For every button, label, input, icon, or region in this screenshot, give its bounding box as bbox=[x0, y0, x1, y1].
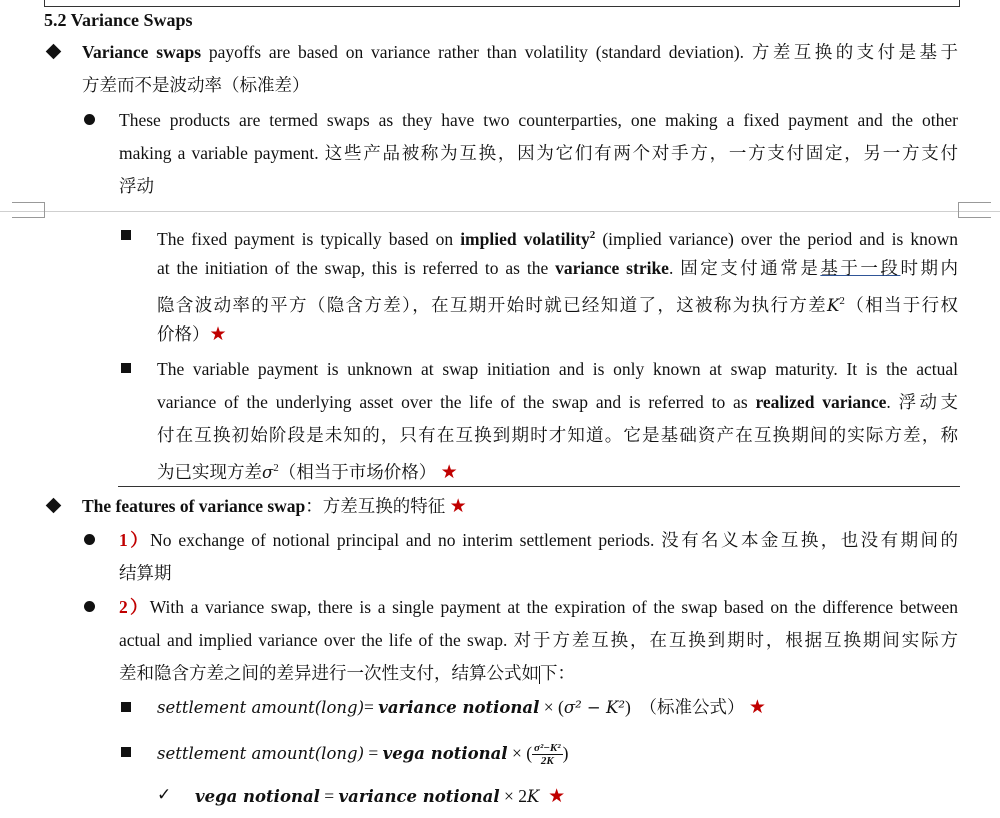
section-title: 5.2 Variance Swaps bbox=[44, 10, 193, 30]
text: (implied variance) over the period and is known bbox=[595, 228, 958, 249]
fraction-numerator: σ²−K² bbox=[534, 742, 561, 755]
para-features-heading bbox=[82, 494, 467, 519]
para-variance-swaps-l2: 方差而不是波动率（标准差） bbox=[82, 75, 310, 95]
text: （相当于行权 bbox=[844, 294, 959, 315]
term-implied-volatility: implied volatility bbox=[460, 228, 590, 249]
para-fixed-payment-l2 bbox=[157, 256, 958, 280]
text: 隐含波动率的平方（隐含方差），在互期开始时就已经知道了，这被称为执行方差 bbox=[157, 294, 828, 315]
para-feature-2-l3 bbox=[119, 661, 575, 685]
term-realized-variance: realized variance bbox=[755, 392, 887, 412]
star-icon: ★ bbox=[440, 461, 458, 483]
para-variance-swaps-l1 bbox=[82, 40, 958, 64]
star-icon: ★ bbox=[449, 496, 467, 517]
math-lhs: settlement amount(long) bbox=[157, 744, 365, 763]
para-feature-1-l2: 结算期 bbox=[119, 563, 172, 583]
bold-lead: The features of variance swap bbox=[82, 496, 306, 516]
separator-line bbox=[118, 486, 960, 487]
square-bullet-icon bbox=[121, 230, 131, 240]
fraction-denominator: 2K bbox=[540, 755, 554, 768]
formula-note: （标准公式） bbox=[639, 697, 745, 717]
para-variable-payment-l3: 付在互换初始阶段是未知的，只有在互换到期时才知道。它是基础资产在互换期间的实际方差，称 bbox=[157, 425, 958, 445]
math-times: × 2 bbox=[499, 786, 527, 806]
exponent: 2 bbox=[273, 462, 279, 474]
star-icon: ★ bbox=[748, 697, 766, 718]
dot-bullet-icon bbox=[84, 114, 95, 125]
underlined-text: 基于一段 bbox=[820, 258, 901, 278]
math-lhs: settlement amount(long) bbox=[157, 698, 365, 717]
bold-lead: Variance swaps bbox=[82, 42, 202, 62]
text: The fixed payment is typically based on bbox=[157, 228, 461, 249]
math-variance-notional: variance notional bbox=[338, 787, 500, 806]
math-vega-notional: vega notional bbox=[382, 744, 508, 763]
formula-standard bbox=[157, 695, 766, 720]
square-bullet-icon bbox=[121, 363, 131, 373]
footnote-ref: 2 bbox=[589, 229, 596, 241]
math-close: ) bbox=[562, 743, 569, 763]
formula-vega bbox=[157, 738, 568, 769]
text: at the initiation of the swap, this is referred to as the bbox=[157, 258, 556, 278]
text: . 固定支付通常是 bbox=[668, 258, 821, 278]
para-counterparties-l1: These products are termed swaps as they have two counterparties, one making a fixed payment and the other bbox=[119, 110, 958, 130]
math-fraction bbox=[532, 742, 563, 767]
header-table-border bbox=[44, 0, 960, 7]
math-close: ) bbox=[624, 697, 631, 717]
page-break-line bbox=[0, 211, 1000, 212]
para-feature-2-l2: actual and implied variance over the life of the swap. 对于方差互换，在互换到期时，根据互换期间实际方 bbox=[119, 630, 958, 650]
square-bullet-icon bbox=[121, 747, 131, 757]
text: . 浮动支 bbox=[886, 392, 959, 412]
checkmark-icon: ✓ bbox=[157, 785, 172, 805]
math-expr: σ² − K² bbox=[563, 698, 625, 717]
para-variable-payment-l4 bbox=[157, 456, 458, 485]
page-corner-left bbox=[12, 202, 45, 218]
para-counterparties-l2: making a variable payment. 这些产品被称为互换，因为它们有两个对手方，一方支付固定，另一方支付 bbox=[119, 143, 958, 163]
math-eq: = bbox=[319, 786, 339, 806]
text: payoffs are based on variance rather than volatility (standard deviation). 方差互换的支付是基于 bbox=[201, 42, 958, 62]
text: 差和隐含方差之间的差异进行一次性支付，结算公式如 bbox=[119, 663, 539, 683]
dot-bullet-icon bbox=[84, 534, 95, 545]
square-bullet-icon bbox=[121, 702, 131, 712]
math-times: × ( bbox=[507, 743, 533, 763]
text: No exchange of notional principal and no interim settlement periods. 没有名义本金互换，也没有期间的 bbox=[150, 530, 958, 550]
star-icon: ★ bbox=[548, 786, 566, 807]
item-number: 1） bbox=[119, 530, 151, 550]
text: variance of the underlying asset over the life of the swap and is referred to as bbox=[157, 392, 756, 412]
para-feature-2-l1 bbox=[119, 595, 958, 619]
text: With a variance swap, there is a single payment at the expiration of the swap based on the difference between bbox=[149, 597, 959, 617]
math-k: K bbox=[527, 787, 540, 806]
text: 时期内 bbox=[900, 258, 959, 278]
para-variable-payment-l2 bbox=[157, 390, 958, 414]
diamond-bullet-icon bbox=[46, 44, 62, 60]
math-eq: = bbox=[364, 697, 379, 717]
math-sigma: σ bbox=[262, 462, 274, 482]
dot-bullet-icon bbox=[84, 601, 95, 612]
para-fixed-payment-l4 bbox=[157, 322, 227, 347]
para-feature-1-l1 bbox=[119, 528, 958, 552]
diamond-bullet-icon bbox=[46, 498, 62, 514]
para-counterparties-l3: 浮动 bbox=[119, 176, 154, 196]
text: 价格） bbox=[157, 324, 210, 344]
star-icon: ★ bbox=[209, 324, 227, 345]
math-vega-notional: vega notional bbox=[195, 787, 320, 806]
text: 下： bbox=[540, 663, 575, 683]
formula-vega-notional bbox=[195, 784, 565, 809]
term-variance-strike: variance strike bbox=[555, 258, 669, 278]
math-times: × ( bbox=[539, 697, 564, 717]
para-fixed-payment-l3 bbox=[157, 289, 958, 318]
exponent: 2 bbox=[839, 295, 845, 307]
text: ：方差互换的特征 bbox=[305, 496, 446, 516]
text: 为已实现方差 bbox=[157, 461, 262, 482]
item-number: 2） bbox=[119, 597, 150, 617]
math-k: K bbox=[827, 295, 840, 315]
para-variable-payment-l1: The variable payment is unknown at swap initiation and is only known at swap maturity. It is the actual bbox=[157, 359, 958, 379]
text: （相当于市场价格） bbox=[278, 461, 437, 482]
para-fixed-payment-l1 bbox=[157, 223, 958, 251]
math-variance-notional: variance notional bbox=[378, 698, 540, 717]
math-eq: = bbox=[364, 743, 383, 763]
page-corner-right bbox=[958, 202, 991, 218]
